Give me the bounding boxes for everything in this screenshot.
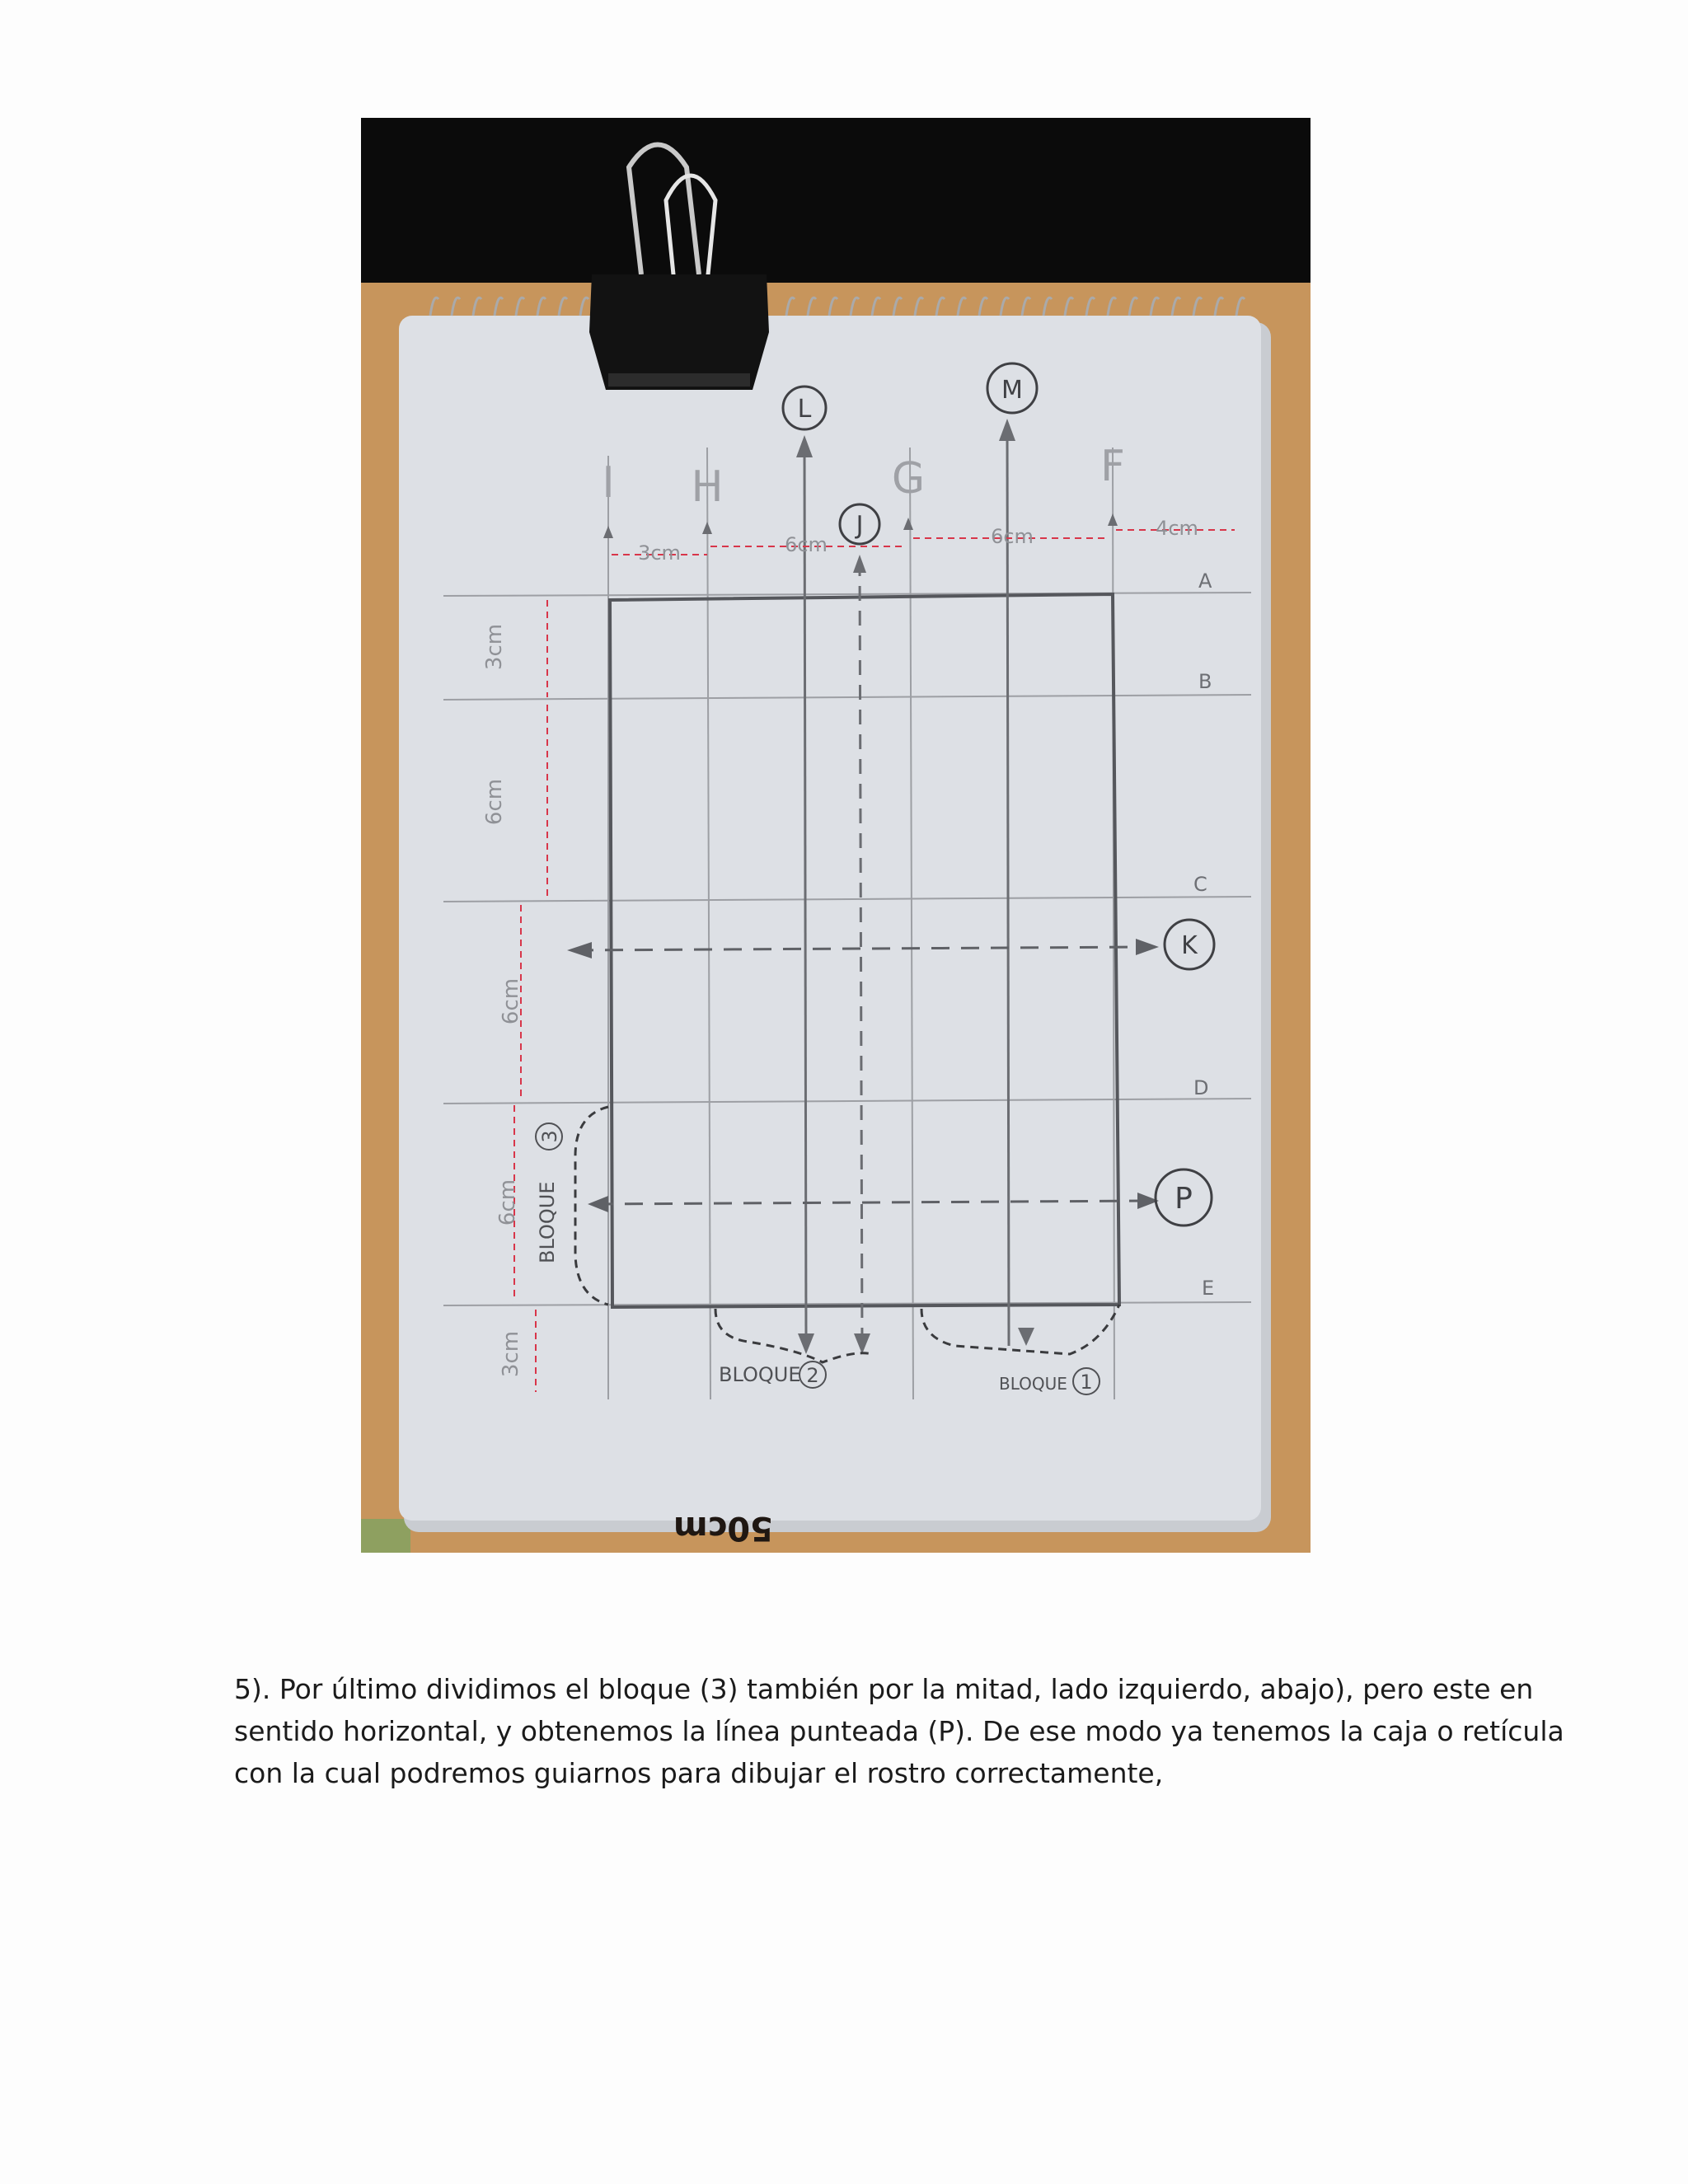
side-measure-3: 6cm — [499, 977, 523, 1025]
block-3-number: 3 — [538, 1130, 561, 1143]
row-label-c: C — [1193, 873, 1207, 896]
circle-label-p: P — [1175, 1182, 1193, 1216]
column-label-i: I — [602, 458, 615, 508]
column-label-h: H — [691, 462, 724, 512]
row-label-b: B — [1198, 670, 1212, 693]
circle-label-l: L — [797, 395, 812, 424]
block-3-label: BLOQUE — [536, 1181, 559, 1263]
circle-label-m: M — [1001, 376, 1023, 405]
body-paragraph — [234, 1668, 1564, 1794]
circle-label-j: J — [856, 511, 864, 540]
row-label-e: E — [1202, 1277, 1215, 1300]
column-label-f: F — [1100, 442, 1125, 491]
block-1-label: BLOQUE — [999, 1374, 1067, 1394]
paragraph-line-1: 5). Por último dividimos el bloque (3) también por la mitad, lado izquierdo, abajo), pero este en — [234, 1673, 1534, 1705]
block-2-number: 2 — [806, 1364, 819, 1387]
top-measure-3: 6cm — [991, 525, 1034, 548]
side-measure-1: 3cm — [482, 623, 507, 671]
paragraph-line-3: con la cual podremos guiarnos para dibujar el rostro correctamente, — [234, 1757, 1164, 1789]
green-corner — [361, 1519, 410, 1553]
dark-background — [361, 118, 1311, 295]
block-2-label: BLOQUE — [719, 1363, 801, 1386]
sketchbook-photo — [361, 118, 1311, 1553]
block-1-number: 1 — [1080, 1371, 1093, 1394]
paragraph-line-2: sentido horizontal, y obtenemos la línea punteada (P). De ese modo ya tenemos la caja o retícula — [234, 1715, 1564, 1747]
side-measure-4: 6cm — [495, 1179, 520, 1226]
column-label-g: G — [891, 454, 926, 504]
circle-label-k: K — [1181, 931, 1198, 960]
side-measure-5: 3cm — [499, 1330, 523, 1378]
top-measure-1: 3cm — [638, 541, 681, 565]
top-measure-2: 6cm — [785, 533, 828, 556]
sketch-figure — [361, 118, 1311, 1553]
row-label-a: A — [1198, 569, 1212, 593]
paper-sheet — [399, 316, 1261, 1521]
top-measure-4: 4cm — [1156, 517, 1198, 540]
side-measure-2: 6cm — [482, 778, 507, 826]
board-mark: 50cm — [673, 1509, 773, 1547]
row-label-d: D — [1193, 1076, 1209, 1099]
